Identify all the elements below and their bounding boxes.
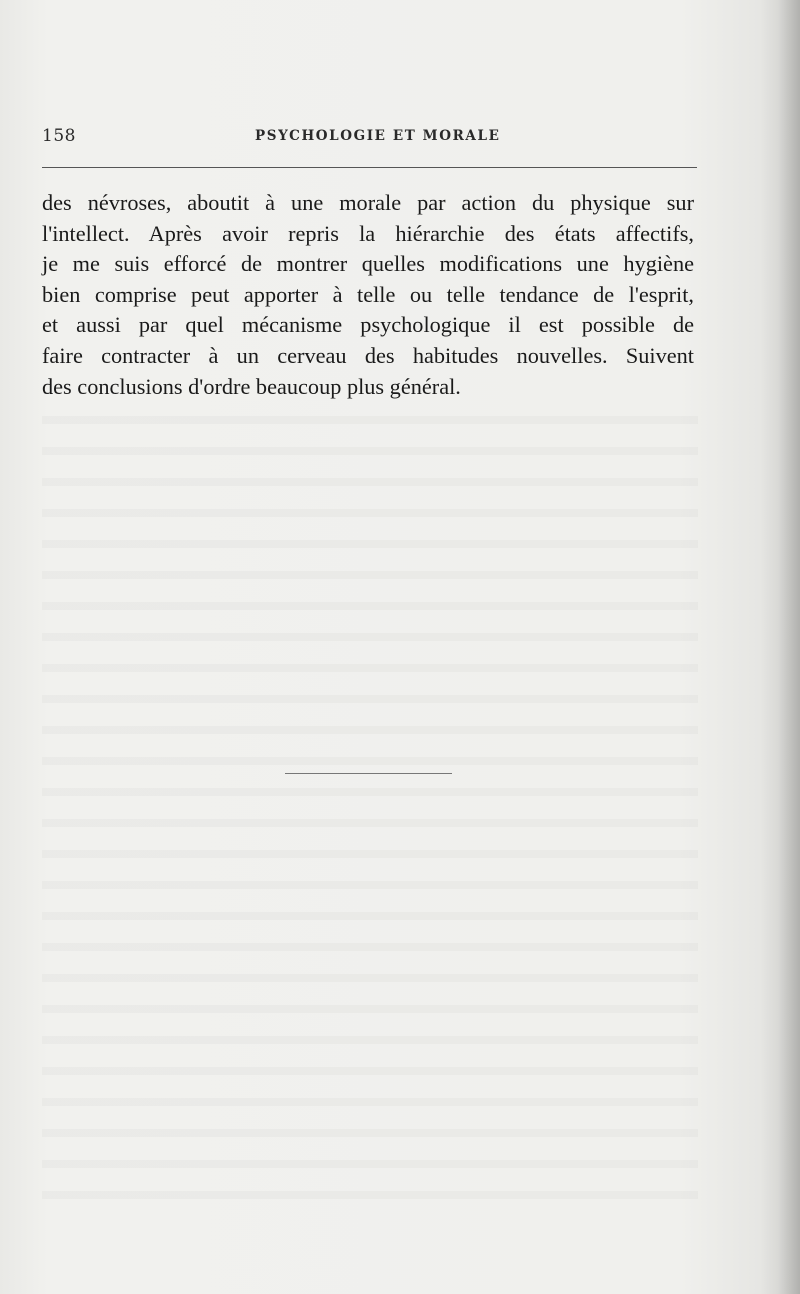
body-paragraph (42, 188, 694, 402)
page-edge-shadow (778, 0, 800, 1294)
header-rule (42, 167, 697, 168)
text-line: l'intellect. Après avoir repris la hiérarchie des états affectifs, (42, 220, 694, 246)
text-line: bien comprise peut apporter à telle ou telle tendance de l'esprit, (42, 281, 694, 307)
text-line: et aussi par quel mécanisme psychologique il est possible de (42, 312, 694, 338)
text-line: je me suis efforcé de montrer quelles modifications une hygiène (42, 251, 694, 277)
reverse-side-show-through (42, 400, 698, 1220)
text-line: des névroses, aboutit à une morale par action du physique sur (42, 190, 694, 215)
page-header (42, 122, 692, 152)
running-title: PSYCHOLOGIE ET MORALE (255, 128, 501, 144)
section-separator (285, 773, 452, 774)
text-line: faire contracter à un cerveau des habitudes nouvelles. Suivent (42, 342, 694, 368)
text-line: des conclusions d'ordre beaucoup plus général. (42, 373, 461, 399)
page-number: 158 (42, 126, 76, 146)
